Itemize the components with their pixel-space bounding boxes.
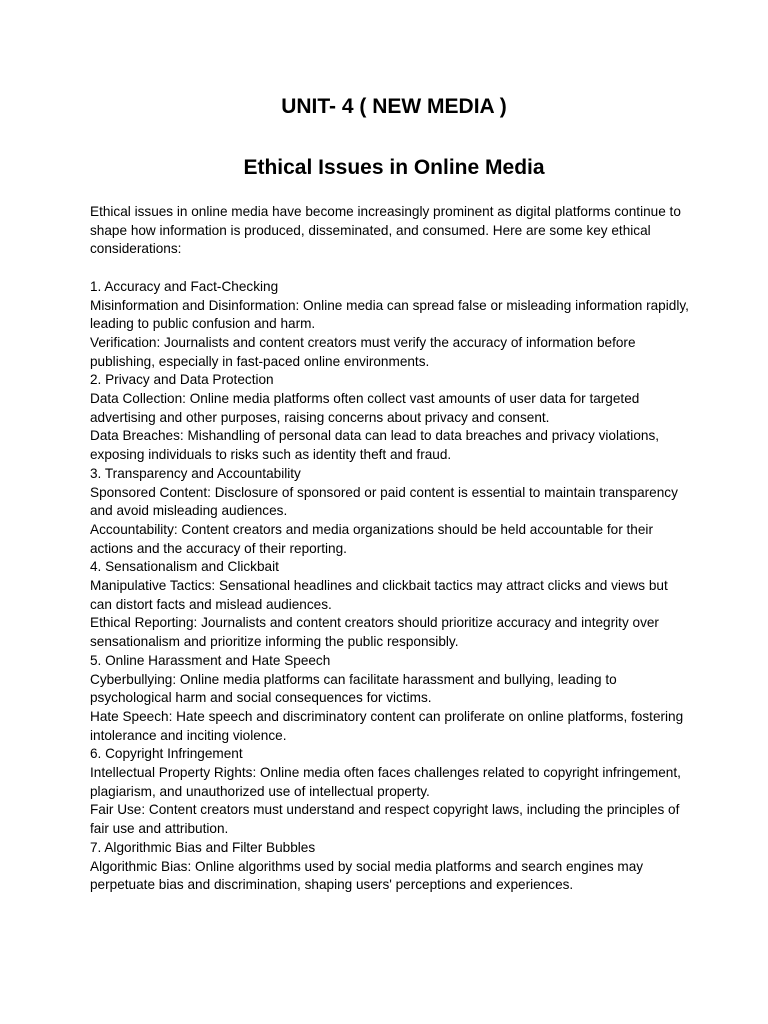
section-heading: 1. Accuracy and Fact-Checking	[90, 278, 279, 294]
section-heading: 5. Online Harassment and Hate Speech	[90, 652, 331, 668]
section-point: Manipulative Tactics: Sensational headlines and clickbait tactics may attract clicks and views but can distort facts and mislead audiences.	[90, 578, 668, 612]
unit-title: UNIT- 4 ( NEW MEDIA )	[281, 95, 507, 118]
section-point: Misinformation and Disinformation: Online media can spread false or misleading information rapidly, leading to public confusion and harm.	[90, 297, 689, 332]
section-point: Accountability: Content creators and media organizations should be held accountable for their actions and the accuracy of their reporting.	[90, 521, 653, 556]
section-point: Data Breaches: Mishandling of personal data can lead to data breaches and privacy violations, exposing individuals to risks such as identity theft and fraud.	[90, 428, 660, 463]
section-point: Ethical Reporting: Journalists and content creators should prioritize accuracy and integrity over sensationalism and prioritize informing the public responsibly.	[90, 615, 659, 650]
document-title: Ethical Issues in Online Media	[243, 156, 545, 179]
section-point: Cyberbullying: Online media platforms can facilitate harassment and bullying, leading to psychological harm and social consequences for victims.	[90, 671, 617, 706]
section-heading: 2. Privacy and Data Protection	[90, 372, 274, 388]
section-heading: 3. Transparency and Accountability	[90, 465, 301, 481]
section-heading: 6. Copyright Infringement	[90, 746, 243, 762]
section-point: Algorithmic Bias: Online algorithms used by social media platforms and search engines may perpetuate bias and discrimination, shaping users' perceptions and experiences.	[90, 858, 644, 893]
document-body	[90, 203, 690, 895]
section-heading: 4. Sensationalism and Clickbait	[90, 559, 279, 575]
section-heading: 7. Algorithmic Bias and Filter Bubbles	[90, 839, 316, 855]
section-point: Verification: Journalists and content creators must verify the accuracy of information before publishing, especially in fast-paced online environments.	[90, 334, 636, 369]
section-point: Intellectual Property Rights: Online media often faces challenges related to copyright infringement, plagiarism, and unauthorized use of intellectual property.	[90, 765, 681, 799]
section-point: Data Collection: Online media platforms often collect vast amounts of user data for targeted advertising and other purposes, raising concerns about privacy and consent.	[90, 391, 640, 425]
section-point: Hate Speech: Hate speech and discriminatory content can proliferate on online platforms, fostering intolerance and inciting violence.	[90, 708, 684, 743]
section-point: Sponsored Content: Disclosure of sponsored or paid content is essential to maintain transparency and avoid misleading audiences.	[90, 484, 678, 519]
intro-paragraph: Ethical issues in online media have become increasingly prominent as digital platforms continue to shape how information is produced, disseminated, and consumed. Here are some key ethical considerations:	[90, 204, 681, 257]
section-point: Fair Use: Content creators must understand and respect copyright laws, including the principles of fair use and attribution.	[90, 802, 680, 837]
